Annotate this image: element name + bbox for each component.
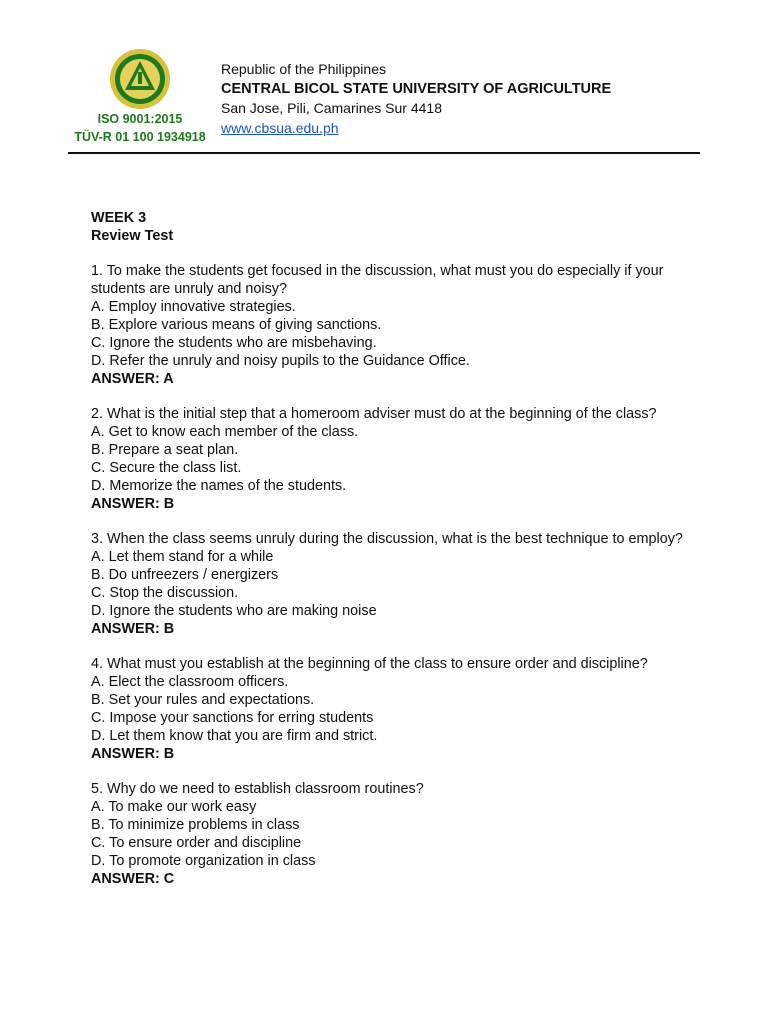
option-b: B. Explore various means of giving sanctions. [91, 317, 382, 334]
answer-key: ANSWER: B [91, 495, 175, 512]
option-c: C. Ignore the students who are misbehaving. [91, 334, 377, 351]
option-a: A. Let them stand for a while [91, 549, 274, 565]
university-website-link[interactable]: www.cbsua.edu.ph [221, 119, 339, 136]
question-text: 4. What must you establish at the beginning of the class to ensure order and discipline? [91, 656, 648, 673]
question-text: 5. Why do we need to establish classroom routines? [91, 780, 424, 797]
university-info [221, 60, 611, 138]
option-c: C. To ensure order and discipline [91, 834, 302, 851]
header-divider [68, 152, 700, 154]
review-test-content [91, 210, 691, 888]
option-c: C. Impose your sanctions for erring students [91, 709, 374, 726]
university-seal-icon [109, 48, 171, 110]
answer-key: ANSWER: C [91, 870, 175, 887]
week-heading: WEEK 3 [91, 210, 147, 226]
option-d: D. Ignore the students who are making noise [91, 602, 377, 619]
option-c: C. Secure the class list. [91, 459, 242, 476]
option-b: B. Prepare a seat plan. [91, 441, 239, 458]
question-1 [91, 263, 691, 388]
question-text: 2. What is the initial step that a homeroom adviser must do at the beginning of the class? [91, 406, 657, 423]
option-b: B. Do unfreezers / energizers [91, 566, 279, 583]
answer-key: ANSWER: B [91, 620, 175, 637]
question-text: 1. To make the students get focused in the discussion, what must you do especially if your students are unruly and noisy? [91, 263, 664, 298]
question-text: 3. When the class seems unruly during the discussion, what is the best technique to employ? [91, 531, 683, 548]
university-name: CENTRAL BICOL STATE UNIVERSITY OF AGRICULTURE [221, 80, 612, 97]
answer-key: ANSWER: A [91, 370, 174, 387]
question-3 [91, 531, 691, 638]
option-a: A. Employ innovative strategies. [91, 299, 296, 316]
option-d: D. Let them know that you are firm and strict. [91, 727, 378, 744]
option-a: A. Get to know each member of the class. [91, 424, 359, 441]
answer-key: ANSWER: B [91, 745, 175, 762]
option-c: C. Stop the discussion. [91, 584, 239, 601]
university-address: San Jose, Pili, Camarines Sur 4418 [221, 100, 442, 116]
option-b: B. To minimize problems in class [91, 816, 300, 833]
question-4 [91, 656, 691, 763]
republic-line: Republic of the Philippines [221, 61, 386, 77]
iso-certification [60, 110, 220, 146]
review-test-title: Review Test [91, 227, 174, 244]
option-a: A. Elect the classroom officers. [91, 673, 289, 690]
question-5 [91, 781, 691, 888]
option-d: D. Refer the unruly and noisy pupils to the Guidance Office. [91, 352, 470, 369]
iso-certificate-number: TÜV-R 01 100 1934918 [74, 130, 206, 144]
document-header [0, 0, 768, 160]
option-d: D. To promote organization in class [91, 852, 316, 869]
option-d: D. Memorize the names of the students. [91, 477, 347, 494]
question-2 [91, 406, 691, 513]
option-a: A. To make our work easy [91, 798, 257, 815]
option-b: B. Set your rules and expectations. [91, 691, 315, 708]
iso-standard: ISO 9001:2015 [97, 112, 183, 126]
